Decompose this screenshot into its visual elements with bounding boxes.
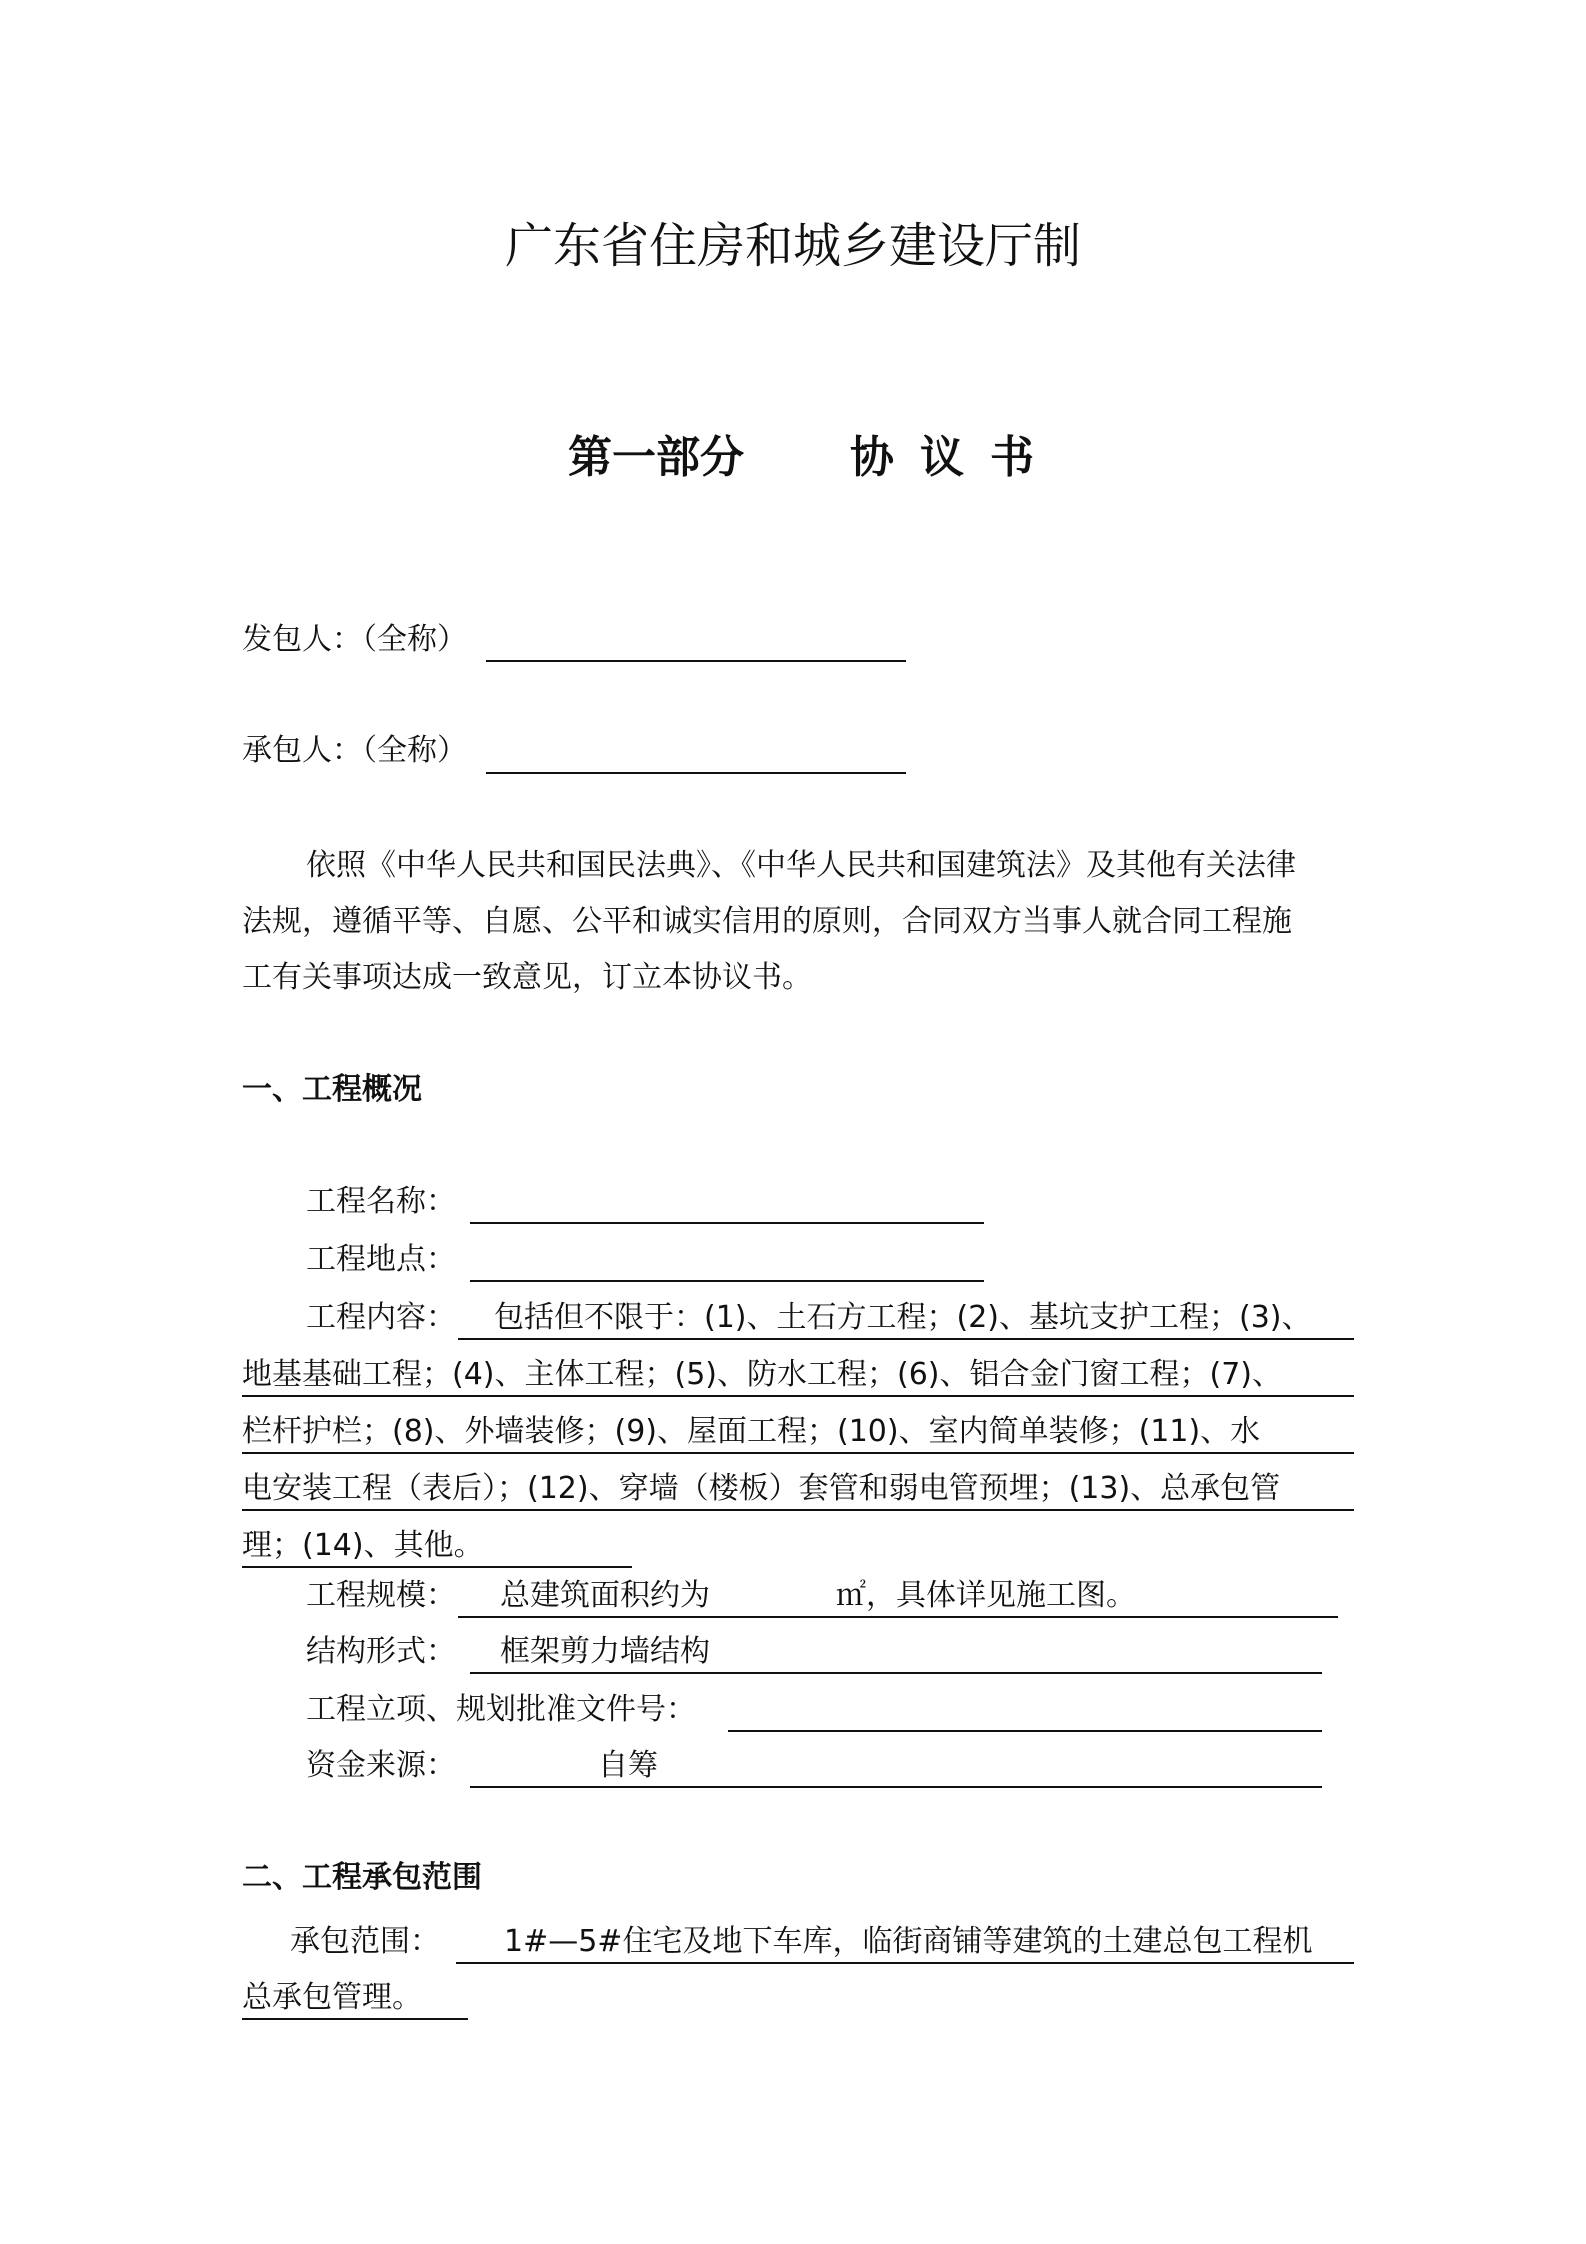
scope-underline (456, 1962, 1354, 1964)
approval-field-line[interactable] (728, 1730, 1322, 1732)
employer-label: 发包人：（全称） (242, 622, 467, 657)
content-underline (242, 1566, 632, 1568)
content-label: 工程内容： (306, 1300, 456, 1335)
project-location-line[interactable] (470, 1280, 984, 1282)
funding-value: 自筹 (598, 1748, 658, 1783)
part-title: 协议书 (850, 432, 1060, 483)
content-line-2: 地基基础工程；(4)、主体工程；(5)、防水工程；(6)、铝合金门窗工程；(7)、 (242, 1357, 1282, 1392)
scope-underline (242, 2018, 468, 2020)
content-line-4: 电安装工程（表后）；(12)、穿墙（楼板）套管和弱电管预埋；(13)、总承包管 (242, 1471, 1281, 1506)
section1-heading: 一、工程概况 (242, 1072, 422, 1107)
preamble-line-1: 依照《中华人民共和国民法典》、《中华人民共和国建筑法》及其他有关法律 (306, 848, 1296, 883)
scope-line-1: 1#—5#住宅及地下车库，临街商铺等建筑的土建总包工程机 (504, 1924, 1313, 1959)
scale-value-prefix: 总建筑面积约为 (500, 1578, 710, 1613)
section2-heading: 二、工程承包范围 (242, 1860, 482, 1895)
project-name-label: 工程名称： (306, 1184, 456, 1219)
preamble-line-2: 法规，遵循平等、自愿、公平和诚实信用的原则，合同双方当事人就合同工程施 (242, 904, 1292, 939)
funding-label: 资金来源： (306, 1748, 456, 1783)
content-underline (242, 1395, 1354, 1397)
scale-label: 工程规模： (306, 1578, 456, 1613)
content-underline (242, 1509, 1354, 1511)
scale-field-line[interactable] (458, 1616, 1338, 1618)
part-label: 第一部分 (568, 432, 744, 483)
project-location-label: 工程地点： (306, 1242, 456, 1277)
structure-value: 框架剪力墙结构 (500, 1634, 710, 1669)
structure-field-line[interactable] (470, 1672, 1322, 1674)
structure-label: 结构形式： (306, 1634, 456, 1669)
content-line-5: 理；(14)、其他。 (242, 1528, 484, 1563)
funding-field-line[interactable] (470, 1786, 1322, 1788)
scale-value-suffix: ㎡，具体详见施工图。 (836, 1578, 1136, 1613)
contractor-field-line[interactable] (486, 772, 906, 774)
issuer-title: 广东省住房和城乡建设厅制 (504, 218, 1081, 274)
preamble-line-3: 工有关事项达成一致意见，订立本协议书。 (242, 960, 812, 995)
contractor-label: 承包人：（全称） (242, 733, 467, 768)
scope-line-2: 总承包管理。 (242, 1980, 422, 2015)
scope-label: 承包范围： (290, 1924, 440, 1959)
content-line-3: 栏杆护栏；(8)、外墙装修；(9)、屋面工程；(10)、室内简单装修；(11)、水 (242, 1414, 1261, 1449)
content-underline (242, 1452, 1354, 1454)
content-line-1: 包括但不限于：(1)、土石方工程；(2)、基坑支护工程；(3)、 (494, 1300, 1312, 1335)
employer-field-line[interactable] (486, 660, 906, 662)
project-name-line[interactable] (470, 1222, 984, 1224)
approval-label: 工程立项、规划批准文件号： (306, 1692, 696, 1727)
content-underline (458, 1338, 1354, 1340)
